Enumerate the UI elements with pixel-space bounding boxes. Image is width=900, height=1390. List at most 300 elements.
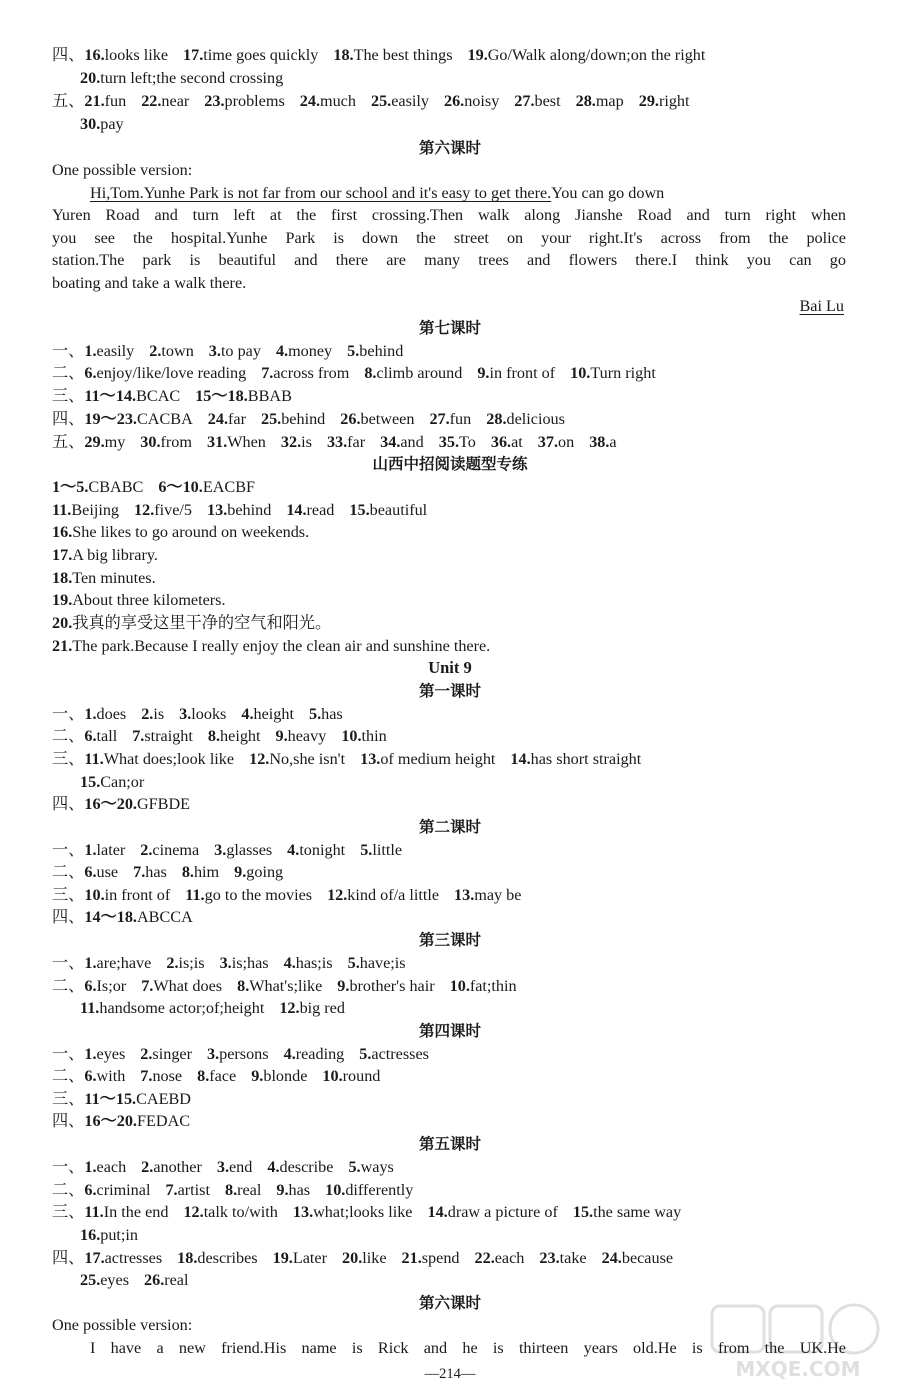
question-number: 25. bbox=[80, 1271, 101, 1289]
answer-item bbox=[209, 342, 261, 360]
section-marker: 五、 bbox=[52, 433, 85, 451]
question-number: 10. bbox=[570, 364, 591, 382]
answer-item bbox=[276, 342, 332, 360]
answer-line bbox=[52, 386, 292, 408]
answer-item bbox=[84, 954, 151, 972]
answer-text: with bbox=[96, 1067, 126, 1085]
section-marker: 三、 bbox=[52, 886, 85, 904]
answer-item bbox=[52, 546, 158, 564]
answer-item bbox=[177, 1249, 257, 1267]
question-number: 6～10. bbox=[158, 478, 203, 496]
question-number: 10. bbox=[325, 1181, 346, 1199]
answer-text: is bbox=[153, 705, 165, 723]
answer-text: pay bbox=[100, 115, 124, 133]
answer-text: at bbox=[511, 433, 523, 451]
essay-signature: Bai Lu bbox=[799, 297, 844, 315]
answer-line bbox=[52, 726, 387, 748]
section-marker: 一、 bbox=[52, 841, 85, 859]
answer-text: little bbox=[372, 841, 402, 859]
question-number: 13. bbox=[207, 501, 228, 519]
question-number: 21. bbox=[84, 92, 105, 110]
section-marker: 三、 bbox=[52, 1203, 85, 1221]
answer-line bbox=[52, 1248, 673, 1270]
answer-item bbox=[261, 364, 349, 382]
answer-line bbox=[52, 885, 521, 907]
question-number: 2. bbox=[140, 1045, 153, 1063]
question-number: 5. bbox=[359, 1045, 372, 1063]
answer-item bbox=[477, 364, 555, 382]
answer-item bbox=[261, 410, 325, 428]
answer-text: CBABC bbox=[88, 478, 144, 496]
question-number: 7. bbox=[261, 364, 274, 382]
answer-item bbox=[141, 1158, 202, 1176]
question-number: 1. bbox=[84, 841, 97, 859]
question-number: 2. bbox=[141, 705, 154, 723]
answer-text: is bbox=[301, 433, 312, 451]
section-marker: 五、 bbox=[52, 92, 85, 110]
answer-text: Is;or bbox=[96, 977, 127, 995]
section-heading-unit9-lesson-4: 第四课时 bbox=[418, 1022, 481, 1040]
answer-item bbox=[80, 999, 264, 1017]
answer-text: delicious bbox=[506, 410, 565, 428]
question-number: 6. bbox=[84, 1067, 97, 1085]
answer-text: nose bbox=[152, 1067, 183, 1085]
question-number: 15. bbox=[349, 501, 370, 519]
answer-line bbox=[52, 1089, 191, 1111]
answer-text: far bbox=[228, 410, 246, 428]
answer-item bbox=[217, 1158, 253, 1176]
answer-item bbox=[208, 410, 246, 428]
answer-item bbox=[52, 478, 143, 496]
answer-line bbox=[52, 590, 226, 612]
answer-item bbox=[84, 705, 126, 723]
answer-item bbox=[539, 1249, 586, 1267]
answer-item bbox=[84, 1249, 162, 1267]
answer-line bbox=[52, 1044, 429, 1066]
answer-text: real bbox=[237, 1181, 262, 1199]
section-heading-unit9-lesson-1: 第一课时 bbox=[418, 682, 481, 700]
answer-text: blonde bbox=[263, 1067, 308, 1085]
question-number: 31. bbox=[207, 433, 228, 451]
question-number: 28. bbox=[486, 410, 507, 428]
essay-line: you see the hospital.Yunhe Park is down the street on your right.It's across from the police bbox=[52, 229, 846, 247]
answer-text: to pay bbox=[220, 342, 261, 360]
answer-line bbox=[52, 432, 617, 454]
answer-text: much bbox=[320, 92, 356, 110]
question-number: 3. bbox=[179, 705, 192, 723]
answer-item bbox=[327, 886, 439, 904]
answer-item bbox=[84, 1045, 125, 1063]
question-number: 15～18. bbox=[195, 387, 248, 405]
answer-text: has bbox=[321, 705, 343, 723]
answer-text: criminal bbox=[96, 1181, 151, 1199]
answer-item bbox=[342, 1249, 387, 1267]
answer-text: Turn right bbox=[590, 364, 656, 382]
essay-intro: One possible version: bbox=[52, 1316, 193, 1334]
question-number: 14. bbox=[427, 1203, 448, 1221]
answer-line bbox=[52, 500, 427, 522]
answer-text: FEDAC bbox=[136, 1112, 191, 1130]
question-number: 1. bbox=[84, 342, 97, 360]
answer-text: turn left;the second crossing bbox=[100, 69, 284, 87]
answer-text: eyes bbox=[96, 1045, 126, 1063]
answer-text: like bbox=[362, 1249, 387, 1267]
answer-item bbox=[337, 977, 434, 995]
question-number: 3. bbox=[208, 342, 221, 360]
answer-text: round bbox=[342, 1067, 381, 1085]
answer-item bbox=[309, 705, 343, 723]
question-number: 9. bbox=[477, 364, 490, 382]
question-number: 11. bbox=[185, 886, 205, 904]
answer-text: straight bbox=[144, 727, 193, 745]
answer-text: 我真的享受这里干净的空气和阳光。 bbox=[72, 614, 332, 632]
answer-line bbox=[52, 1202, 681, 1224]
section-heading-reading-practice: 山西中招阅读题型专练 bbox=[372, 455, 528, 473]
question-number: 3. bbox=[219, 954, 232, 972]
answer-text: About three kilometers. bbox=[72, 591, 226, 609]
question-number: 10. bbox=[84, 886, 105, 904]
answer-item bbox=[195, 387, 292, 405]
answer-line bbox=[52, 704, 343, 726]
question-number: 38. bbox=[589, 433, 610, 451]
answer-text: easily bbox=[391, 92, 429, 110]
question-number: 2. bbox=[141, 1158, 154, 1176]
answer-line bbox=[52, 409, 565, 431]
answer-text: are;have bbox=[96, 954, 152, 972]
section-marker: 一、 bbox=[52, 1158, 85, 1176]
answer-line bbox=[80, 114, 124, 136]
question-number: 1. bbox=[84, 1158, 97, 1176]
answer-item bbox=[132, 727, 193, 745]
answer-item bbox=[273, 1249, 327, 1267]
answer-text: What's;like bbox=[249, 977, 323, 995]
answer-text: end bbox=[229, 1158, 253, 1176]
question-number: 27. bbox=[514, 92, 535, 110]
answer-item bbox=[84, 750, 234, 768]
answer-text: CAEBD bbox=[136, 1090, 191, 1108]
answer-text: GFBDE bbox=[136, 795, 191, 813]
answer-item bbox=[84, 1067, 125, 1085]
question-number: 11. bbox=[80, 999, 100, 1017]
answer-item bbox=[52, 637, 490, 655]
answer-text: what;looks like bbox=[313, 1203, 413, 1221]
answer-item bbox=[348, 1158, 393, 1176]
answer-item bbox=[279, 999, 345, 1017]
question-number: 19. bbox=[467, 46, 488, 64]
answer-item bbox=[52, 501, 119, 519]
answer-item bbox=[84, 410, 192, 428]
answer-item bbox=[234, 863, 283, 881]
answer-line bbox=[80, 1225, 138, 1247]
question-number: 15. bbox=[80, 773, 101, 791]
answer-item bbox=[510, 750, 641, 768]
essay-line bbox=[90, 183, 846, 205]
answer-item bbox=[80, 69, 283, 87]
answer-item bbox=[84, 46, 168, 64]
answer-item bbox=[284, 1045, 345, 1063]
answer-text: read bbox=[306, 501, 335, 519]
question-number: 10. bbox=[449, 977, 470, 995]
question-number: 20. bbox=[80, 69, 101, 87]
answer-text: talk to/with bbox=[203, 1203, 278, 1221]
unit-heading: Unit 9 bbox=[428, 658, 472, 677]
answer-text: right bbox=[658, 92, 690, 110]
answer-item bbox=[286, 501, 334, 519]
answer-text: reading bbox=[295, 1045, 345, 1063]
question-number: 8. bbox=[237, 977, 250, 995]
question-number: 12. bbox=[327, 886, 348, 904]
answer-item bbox=[276, 727, 327, 745]
answer-item bbox=[84, 1112, 190, 1130]
answer-text: map bbox=[595, 92, 624, 110]
answer-item bbox=[80, 773, 144, 791]
answer-line bbox=[80, 998, 345, 1020]
question-number: 11. bbox=[52, 501, 72, 519]
question-number: 29. bbox=[638, 92, 659, 110]
answer-text: ABCCA bbox=[136, 908, 193, 926]
answer-item bbox=[84, 886, 170, 904]
answer-text: across from bbox=[273, 364, 350, 382]
question-number: 5. bbox=[348, 1158, 361, 1176]
question-number: 4. bbox=[287, 841, 300, 859]
watermark-logo bbox=[708, 1302, 888, 1384]
answer-text: money bbox=[288, 342, 333, 360]
answer-text: fat;thin bbox=[469, 977, 517, 995]
question-number: 9. bbox=[275, 727, 288, 745]
question-number: 35. bbox=[438, 433, 459, 451]
answer-text: town bbox=[161, 342, 194, 360]
question-number: 16. bbox=[84, 46, 105, 64]
essay-line: I have a new friend.His name is Rick and he is thirteen years old.He is from the UK.He bbox=[90, 1339, 846, 1357]
answer-item bbox=[80, 115, 124, 133]
answer-item bbox=[80, 1226, 138, 1244]
answer-text: heavy bbox=[287, 727, 327, 745]
answer-text: a bbox=[609, 433, 617, 451]
section-marker: 二、 bbox=[52, 727, 85, 745]
answer-item bbox=[52, 523, 309, 541]
question-number: 37. bbox=[537, 433, 558, 451]
answer-text: handsome actor;of;height bbox=[99, 999, 265, 1017]
question-number: 14～18. bbox=[84, 908, 137, 926]
answer-text: in front of bbox=[104, 886, 171, 904]
answer-text: When bbox=[227, 433, 266, 451]
answer-text: has bbox=[145, 863, 167, 881]
answer-item bbox=[380, 433, 424, 451]
answer-text: height bbox=[220, 727, 261, 745]
question-number: 8. bbox=[197, 1067, 210, 1085]
answer-line bbox=[52, 522, 309, 544]
answer-text: from bbox=[160, 433, 192, 451]
question-number: 16. bbox=[80, 1226, 101, 1244]
answer-text: face bbox=[209, 1067, 237, 1085]
answer-item bbox=[429, 410, 471, 428]
answer-text: draw a picture of bbox=[447, 1203, 558, 1221]
essay-line: Yuren Road and turn left at the first crossing.Then walk along Jianshe Road and turn right when bbox=[52, 206, 846, 224]
answer-item bbox=[208, 727, 261, 745]
answer-line bbox=[52, 1111, 190, 1133]
answer-text: fun bbox=[449, 410, 472, 428]
answer-line bbox=[52, 1066, 380, 1088]
answer-text: thin bbox=[361, 727, 387, 745]
answer-item bbox=[359, 1045, 429, 1063]
answer-text: easily bbox=[96, 342, 135, 360]
question-number: 14. bbox=[510, 750, 531, 768]
answer-text: describes bbox=[197, 1249, 258, 1267]
answer-item bbox=[348, 954, 406, 972]
answer-text: Beijing bbox=[71, 501, 120, 519]
answer-text: because bbox=[621, 1249, 674, 1267]
answer-text: actresses bbox=[371, 1045, 429, 1063]
answer-line bbox=[52, 749, 641, 771]
question-number: 8. bbox=[364, 364, 377, 382]
answer-item bbox=[133, 863, 167, 881]
question-number: 1～5. bbox=[52, 478, 89, 496]
answer-text: eyes bbox=[100, 1271, 129, 1289]
question-number: 13. bbox=[292, 1203, 314, 1221]
answer-item bbox=[576, 92, 624, 110]
answer-text: kind of/a little bbox=[347, 886, 440, 904]
answer-line bbox=[52, 1157, 394, 1179]
question-number: 10. bbox=[322, 1067, 343, 1085]
answer-text: near bbox=[161, 92, 190, 110]
answer-item bbox=[197, 1067, 236, 1085]
question-number: 11. bbox=[84, 750, 104, 768]
answer-text: looks like bbox=[104, 46, 169, 64]
question-number: 18. bbox=[52, 569, 73, 587]
answer-line bbox=[52, 568, 156, 590]
question-number: 26. bbox=[340, 410, 361, 428]
answer-text: What does;look like bbox=[103, 750, 235, 768]
section-marker: 二、 bbox=[52, 1181, 85, 1199]
section-marker: 二、 bbox=[52, 863, 85, 881]
question-number: 4. bbox=[275, 342, 289, 360]
answer-item bbox=[364, 364, 462, 382]
answer-item bbox=[570, 364, 656, 382]
answer-item bbox=[475, 1249, 525, 1267]
answer-text: between bbox=[360, 410, 415, 428]
section-heading-lesson-6: 第六课时 bbox=[418, 139, 481, 157]
answer-item bbox=[360, 841, 402, 859]
answer-item bbox=[284, 954, 333, 972]
section-marker: 四、 bbox=[52, 410, 85, 428]
question-number: 27. bbox=[429, 410, 450, 428]
answer-text: enjoy/like/love reading bbox=[96, 364, 247, 382]
question-number: 36. bbox=[490, 433, 512, 451]
section-marker: 三、 bbox=[52, 750, 85, 768]
answer-item bbox=[84, 1181, 150, 1199]
question-number: 13. bbox=[360, 750, 381, 768]
answer-text: on bbox=[558, 433, 575, 451]
answer-text: big red bbox=[299, 999, 345, 1017]
answer-item bbox=[639, 92, 690, 110]
answer-item bbox=[140, 841, 199, 859]
answer-text: behind bbox=[227, 501, 272, 519]
question-number: 15. bbox=[572, 1203, 594, 1221]
answer-text: behind bbox=[359, 342, 404, 360]
answer-line bbox=[80, 772, 144, 794]
answer-text: glasses bbox=[226, 841, 273, 859]
answer-text: use bbox=[96, 863, 119, 881]
question-number: 9. bbox=[234, 863, 247, 881]
answer-text: has short straight bbox=[530, 750, 642, 768]
question-number: 9. bbox=[337, 977, 350, 995]
answer-text: does bbox=[96, 705, 127, 723]
answer-text: problems bbox=[224, 92, 285, 110]
answer-text: going bbox=[246, 863, 284, 881]
answer-item bbox=[602, 1249, 673, 1267]
answer-item bbox=[183, 46, 318, 64]
answer-text: differently bbox=[345, 1181, 414, 1199]
answer-line bbox=[52, 341, 403, 363]
question-number: 5. bbox=[308, 705, 322, 723]
answer-text: later bbox=[96, 841, 126, 859]
question-number: 5. bbox=[347, 342, 360, 360]
question-number: 18. bbox=[333, 46, 354, 64]
question-number: 3. bbox=[206, 1045, 220, 1063]
question-number: 24. bbox=[207, 410, 228, 428]
question-number: 1. bbox=[84, 1045, 97, 1063]
question-number: 7. bbox=[140, 1067, 153, 1085]
answer-text: The park.Because I really enjoy the clean air and sunshine there. bbox=[72, 637, 491, 655]
question-number: 12. bbox=[183, 1203, 204, 1221]
answer-text: The best things bbox=[353, 46, 453, 64]
question-number: 6. bbox=[84, 1181, 97, 1199]
answer-item bbox=[140, 433, 192, 451]
answer-item bbox=[450, 977, 517, 995]
question-number: 4. bbox=[241, 705, 254, 723]
answer-text: my bbox=[104, 433, 126, 451]
answer-text: CACBA bbox=[136, 410, 193, 428]
answer-item bbox=[220, 954, 269, 972]
answer-text: Can;or bbox=[100, 773, 145, 791]
answer-line bbox=[80, 1270, 189, 1292]
question-number: 1. bbox=[84, 954, 97, 972]
question-number: 4. bbox=[283, 1045, 296, 1063]
question-number: 32. bbox=[280, 433, 302, 451]
question-number: 19～23. bbox=[84, 410, 137, 428]
answer-item bbox=[371, 92, 429, 110]
answer-item bbox=[439, 433, 476, 451]
answer-item bbox=[276, 1181, 310, 1199]
question-number: 8. bbox=[181, 863, 194, 881]
answer-item bbox=[141, 92, 189, 110]
question-number: 19. bbox=[52, 591, 73, 609]
question-number: 26. bbox=[443, 92, 465, 110]
answer-item bbox=[486, 410, 565, 428]
answer-item bbox=[185, 886, 312, 904]
answer-text: BCAC bbox=[136, 387, 181, 405]
answer-item bbox=[149, 342, 194, 360]
answer-text: may be bbox=[474, 886, 522, 904]
answer-item bbox=[165, 1181, 210, 1199]
answer-item bbox=[84, 1090, 191, 1108]
answer-item bbox=[327, 433, 365, 451]
question-number: 6. bbox=[84, 977, 97, 995]
section-marker: 一、 bbox=[52, 705, 85, 723]
question-number: 7. bbox=[133, 863, 146, 881]
answer-item bbox=[589, 433, 616, 451]
section-marker: 四、 bbox=[52, 1249, 85, 1267]
answer-text: climb around bbox=[376, 364, 463, 382]
section-marker: 一、 bbox=[52, 954, 85, 972]
answer-item bbox=[84, 908, 192, 926]
question-number: 28. bbox=[575, 92, 596, 110]
answer-text: has bbox=[288, 1181, 311, 1199]
answer-text: behind bbox=[281, 410, 326, 428]
question-number: 1. bbox=[84, 705, 97, 723]
question-number: 30. bbox=[80, 115, 101, 133]
answer-item bbox=[340, 410, 414, 428]
